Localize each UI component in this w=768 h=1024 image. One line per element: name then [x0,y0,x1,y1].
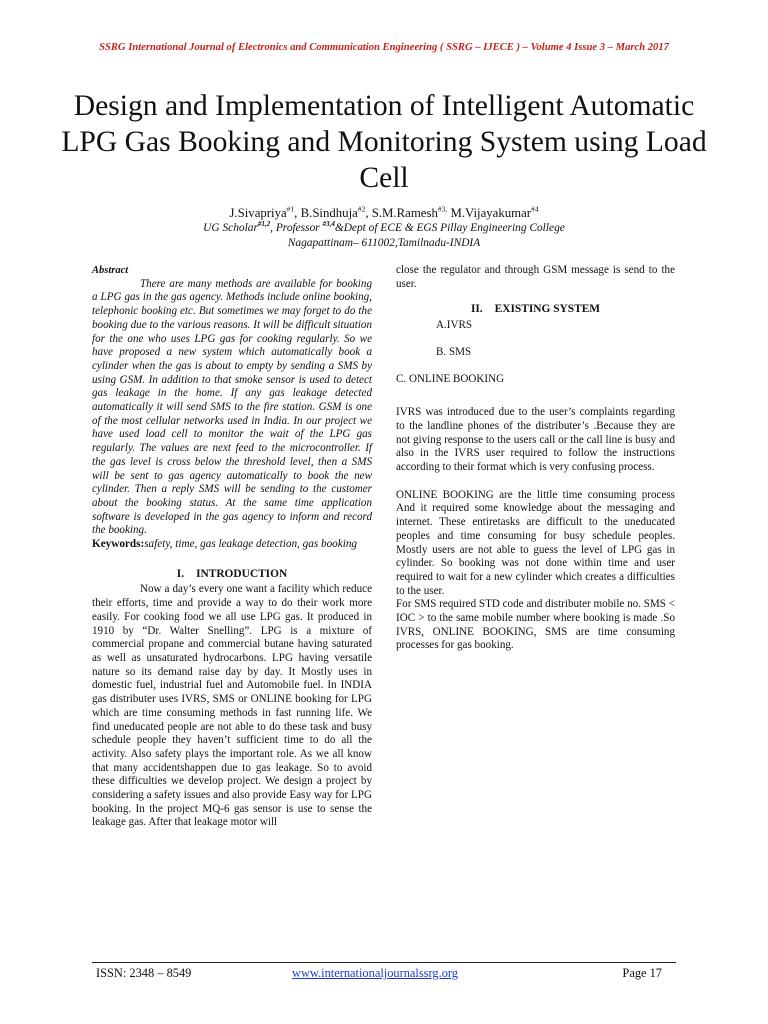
affiliation-role: , Professor [270,222,323,234]
paper-title: Design and Implementation of Intelligent Automatic LPG Gas Booking and Monitoring System using Load Cell [61,90,707,194]
abstract-text [92,278,372,538]
section-heading-existing-system [396,303,675,317]
affiliation-line-1 [0,221,768,236]
footer-divider [92,962,676,963]
affiliation-role: UG Scholar [203,222,258,234]
page-number: Page 17 [622,966,662,980]
author-mark: #4 [531,204,539,214]
left-column [92,264,372,830]
paragraph-online-booking: ONLINE BOOKING are the little time consuming process And it required some knowledge about the messaging and internet. These entiretasks are difficult to the uneducated peoples and time consuming for busy schedule peoples. Mostly users are not able to guess the level of LPG gas in cylinder. So booking was not done within time and user required to wait for a new cylinder which creates a difficulties to the user. [396,488,675,597]
author-mark: #1 [286,204,295,214]
issn-label: ISSN: 2348 – 8549 [96,966,192,980]
affiliation-line-2: Nagapattinam– 611002,Tamilnadu-INDIA [287,237,481,249]
section-title: EXISTING SYSTEM [494,303,601,316]
section-number: II. [470,303,483,316]
author-list [0,205,768,221]
list-item-ivrs: A.IVRS [436,319,473,332]
keywords [92,538,372,552]
keywords-label: Keywords: [92,538,145,551]
author-sep: , [294,206,301,220]
author-mark: #3, [437,204,448,214]
section-heading-introduction [92,568,372,582]
introduction-body: Now a day’s every one want a facility which reduce their efforts, time and provide a way to do their work more easily. For cooking food we all use LPG gas. It produced in 1910 by “Dr. Walter Snelling”. LPG is a mixture of commercial propane and commercial butane having saturated as well as unsaturated hydrocarbons. LPG having versatile nature so its demand raise day by day. It Mostly uses in domestic fuel, industrial fuel and Automobile fuel. In INDIA gas distributer uses IVRS, SMS or ONLINE booking for LPG which are time consuming methods in fast running life. We find uneducated people are not able to do these task and busy schedule people they haven’t sufficient time to do all the activity. Also safety plays the important role. As we all know that many accidentshappen due to gas leakage. So to avoid these difficulties we develop project. We design a project by considering a safety issues and also provide Easy way for LPG booking. In the project MQ-6 gas sensor is use to sense the leakage gas. After that leakage motor will [92,583,372,829]
page-footer [96,964,676,982]
author-name: S.M.Ramesh [371,206,438,220]
right-column [396,264,675,653]
author-sep: , [365,206,372,220]
list-item-online-booking: C. ONLINE BOOKING [396,372,505,385]
journal-header: SSRG International Journal of Electronics and Communication Engineering ( SSRG – IJECE ) – Volume 4 Issue 3 – March 2017 [99,42,669,53]
abstract-body: There are many methods are available for booking a LPG gas in the gas agency. Methods include online booking, telephonic booking etc. But sometimes we may forget to do the booking due to the various reasons. It will be difficult situation for the one who uses LPG gas for cooking regularly. So we have proposed a new system which automatically book a cylinder when the gas is about to empty by sending a SMS by using GSM. In addition to that smoke sensor is used to detect gas leakage in the home. If any gas leakage detected automatically it will send SMS to the fire station. GSM is one of the most cellular networks used in India. In our project we have used load cell to monitor the wait of the LPG gas regularly. The values are next feed to the microcontroller. If the gas level is cross below the threshold level, then a SMS will be sent to gas agency automatically to book the new cylinder. Then a reply SMS will be sending to the customer about the booking status. At the same time application software is developed in the gas agency to inform and record the booking. [92,277,372,537]
continuation-text: close the regulator and through GSM message is send to the user. [396,264,675,290]
author-name: B.Sindhuja [300,206,358,220]
paragraph-ivrs: IVRS was introduced due to the user’s complaints regarding to the landline phones of the distributer’s .Because they are not giving response to the users call or the call line is busy and also in the IVRS user required to follow the instructions according to their format which is very confusing process. [396,406,675,474]
section-number: I. [176,567,185,580]
keywords-list: safety, time, gas leakage detection, gas booking [144,538,358,551]
introduction-text [92,583,372,830]
paragraph-sms: For SMS required STD code and distributer mobile no. SMS < IOC > to the same mobile number where booking is made .So IVRS, ONLINE BOOKING, SMS are time consuming processes for gas booking. [396,598,675,652]
list-item-sms: B. SMS [436,345,472,358]
author-mark: #2 [357,204,366,214]
author-name: J.Sivapriya [229,206,287,220]
affiliation-dept: &Dept of ECE & EGS Pillay Engineering College [334,222,565,234]
section-title: INTRODUCTION [196,567,288,580]
affiliation-mark: #3,4 [322,220,335,229]
affiliation-mark: #1,2 [257,220,271,229]
affiliation [0,221,768,251]
author-name: M.Vijayakumar [450,206,532,220]
abstract-label: Abstract [92,265,129,276]
journal-website-link[interactable]: www.internationaljournalssrg.org [292,966,458,980]
